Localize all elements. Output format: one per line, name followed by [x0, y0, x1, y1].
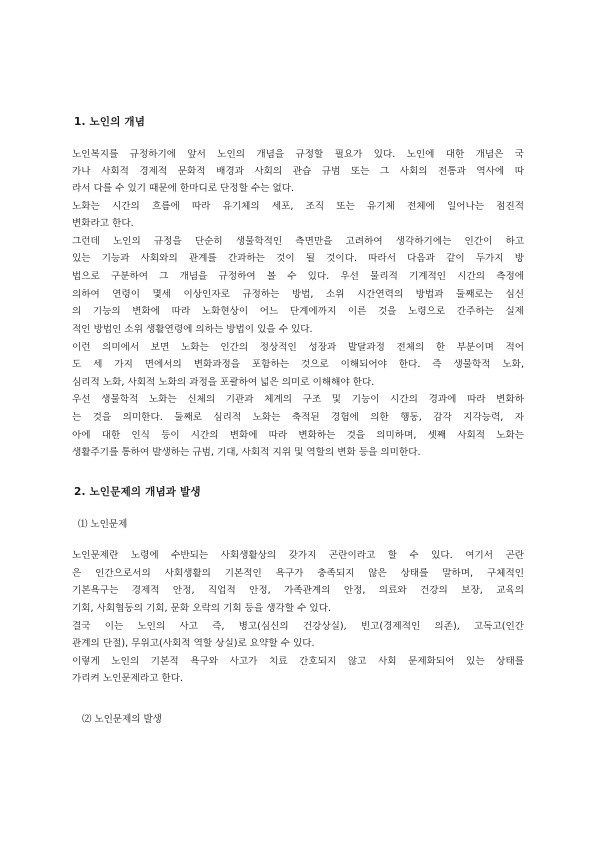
- body-line: 가나 사회적 경제적 문화적 배경과 사회의 관습 규범 또는 그 사회의 전통과 역사에 따: [72, 166, 524, 177]
- section-1-heading: 1. 노인의 개념: [74, 116, 146, 128]
- body-line: 적인 방법인 소위 생활연령에 의하는 방법이 있을 수 있다.: [72, 324, 313, 335]
- subsection-title: 노인문제: [90, 519, 128, 530]
- body-line: 생활주기를 통하여 발생하는 규범, 기대, 사회적 지위 및 역할의 변화 등을 의미한다.: [72, 447, 421, 458]
- subsection-2-heading: [82, 711, 162, 725]
- body-line: 기본욕구는 경제적 안정, 직업적 안정, 가족관계의 안정, 의료와 건강의 보장, 교육의: [72, 585, 524, 596]
- body-line: 우선 생물학적 노화는 신체의 기관과 체계의 구조 및 기능이 시간의 경과에 따라 변화하: [72, 394, 524, 405]
- body-line: 의하여 연령이 몇세 이상인자로 규정하는 방법, 소위 시간연력의 방법과 둘째로는 심신: [72, 289, 524, 300]
- body-line: 결국 이는 노인의 사고 즉, 병고(심신의 건강상실), 빈고(경제적인 의존), 고독고(인간: [72, 621, 524, 632]
- subsection-1-heading: [78, 516, 127, 530]
- body-line: 가리켜 노인문제라고 한다.: [72, 673, 184, 684]
- body-line: 그런데 노인의 규정을 단순히 생물학적인 측면만을 고려하여 생각하기에는 인간이 하고: [72, 236, 524, 247]
- body-line: 의 기능의 변화에 따라 노화현상이 어느 단계에까지 이른 것을 노령으로 간주하는 실제: [72, 306, 524, 317]
- subsection-title: 노인문제의 발생: [94, 714, 162, 725]
- section-2-heading: 2. 노인문제의 개념과 발생: [74, 486, 201, 498]
- body-line: 노화는 시간의 흐름에 따라 유기체의 세포, 조직 또는 유기체 전체에 일어나는 점진적: [72, 201, 524, 212]
- body-line: 이런 의미에서 보면 노화는 인간의 정상적인 성장과 발달과정 전체의 한 부분이며 적어: [72, 342, 524, 353]
- body-line: 노인문제란 노령에 수반되는 사회생활상의 갖가지 곤란이라고 할 수 있다. 여기서 곤란: [72, 550, 524, 561]
- body-line: 아에 대한 인식 등이 시간의 변화에 따라 변화하는 것을 의미하며, 셋째 사회적 노화는: [72, 430, 524, 441]
- body-line: 는 것을 의미한다. 둘째로 심리적 노화는 축적된 경험에 의한 행동, 감각 지각능력, 자: [72, 412, 524, 423]
- body-line: 변화라고 한다.: [72, 218, 134, 229]
- body-line: 은 인간으로서의 사회생활의 기본적인 욕구가 충족되지 않은 상태를 말하며, 구체적인: [72, 568, 524, 579]
- subsection-number: ⑵: [82, 714, 92, 725]
- body-line: 노인복지를 규정하기에 앞서 노인의 개념을 규정할 필요가 있다. 노인에 대한 개념은 국: [72, 149, 524, 160]
- subsection-number: ⑴: [78, 519, 88, 530]
- body-line: 기회, 사회협동의 기회, 문화 오락의 기회 등을 생각할 수 있다.: [72, 603, 332, 614]
- body-line: 라서 다를 수 있기 때문에 한마디로 단정할 수는 없다.: [72, 183, 295, 194]
- body-line: 있는 기능과 사회와의 관계를 간과하는 것이 될 것이다. 따라서 다음과 같이 두가지 방: [72, 253, 524, 264]
- body-line: 이렇게 노인의 기본적 욕구와 사고가 치료 간호되지 않고 사회 문제화되어 있는 상태를: [72, 656, 524, 667]
- body-line: 관계의 단절), 무위고(사회적 역할 상실)로 요약할 수 있다.: [72, 638, 315, 649]
- body-line: 법으로 구분하여 그 개념을 규정하여 볼 수 있다. 우선 물리적 기계적인 시간의 측정에: [72, 271, 524, 282]
- body-line: 심리적 노화, 사회적 노화의 과정을 포괄하여 넓은 의미로 이해해야 한다.: [72, 377, 375, 388]
- body-line: 도 세 가지 면에서의 변화과정을 포함하는 것으로 이해되어야 한다. 즉 생물학적 노화,: [72, 359, 524, 370]
